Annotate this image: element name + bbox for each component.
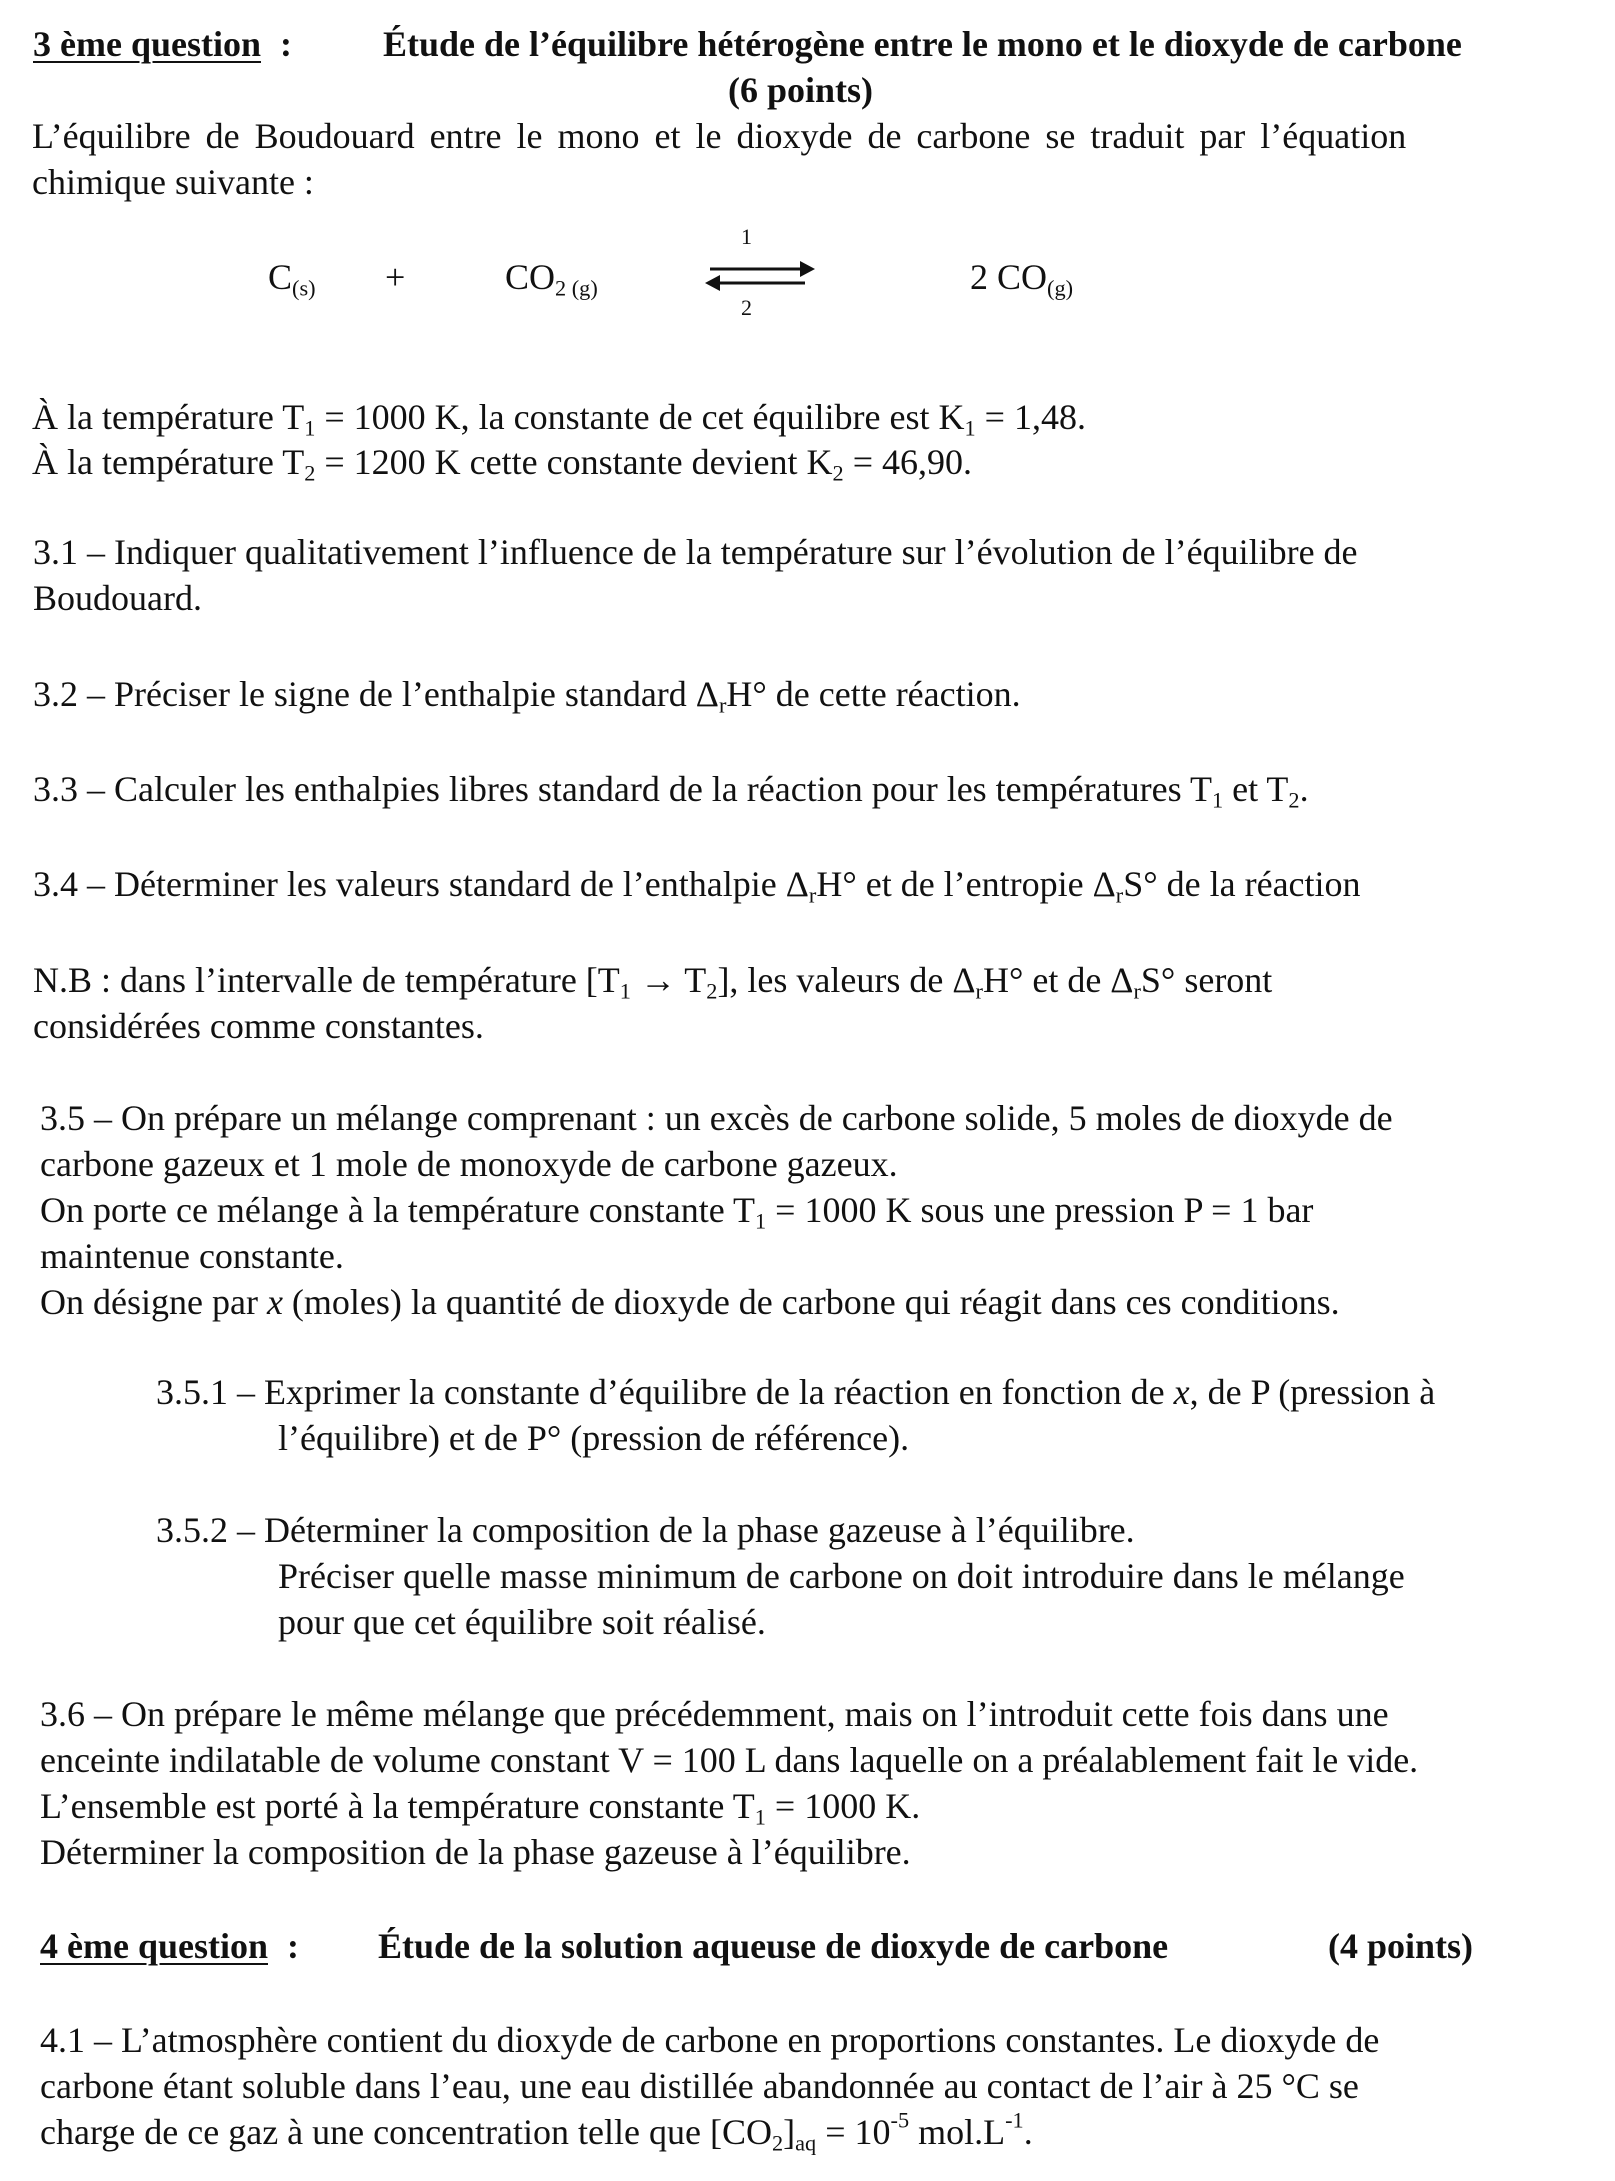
- t2-text-b: = 1200 K cette constante devient K: [315, 442, 833, 482]
- q4-1-exponent: -5: [890, 2107, 910, 2133]
- q3-5-line-1: 3.5 – On prépare un mélange comprenant : un excès de carbone solide, 5 moles de dioxyde de: [40, 1098, 1393, 1138]
- q3-5-line-3: [40, 1188, 1313, 1232]
- t2-text-a: À la température T: [32, 442, 305, 482]
- q3-5-1-text-b: , de P (pression à: [1189, 1372, 1436, 1412]
- eq-plus: +: [385, 257, 406, 297]
- eq-backward-label: 2: [741, 295, 752, 320]
- eq-co2-state: (g): [566, 275, 598, 301]
- k1-sub: 1: [964, 415, 976, 441]
- q3-5-line-3-a: On porte ce mélange à la température constante T: [40, 1190, 756, 1230]
- q3-5-line-5-a: On désigne par: [40, 1282, 267, 1322]
- q3-4-text-b: H° et de l’entropie Δ: [816, 864, 1116, 904]
- equilibrium-arrows-icon: [705, 255, 815, 295]
- q3-3-sub-2: 2: [1288, 787, 1300, 813]
- q4-1-co2-index: 2: [771, 2130, 784, 2156]
- nb-sub-2: 2: [706, 978, 718, 1004]
- k2-sub: 2: [832, 460, 844, 486]
- eq-product-state: (g): [1047, 275, 1074, 301]
- eq-reactant-c-symbol: C: [268, 257, 293, 297]
- nb-sub-3: r: [975, 978, 983, 1004]
- q3-5-variable-x: x: [266, 1282, 283, 1322]
- nb-text-d: H° et de Δ: [982, 960, 1134, 1000]
- q3-6-line-2: enceinte indilatable de volume constant V = 100 L dans laquelle on a préalablement fait le vide.: [40, 1740, 1419, 1780]
- eq-reactant-co2: [505, 255, 598, 299]
- q3-4-sub-1: r: [808, 882, 817, 908]
- t2-sub: 2: [304, 460, 316, 486]
- q4-1-line-3-c: = 10: [816, 2112, 891, 2152]
- q3-5-line-2: carbone gazeux et 1 mole de monoxyde de carbone gazeux.: [40, 1144, 898, 1184]
- q3-2-text-a: 3.2 – Préciser le signe de l’enthalpie standard Δ: [33, 674, 719, 714]
- q3-5-2-line-3: pour que cet équilibre soit réalisé.: [278, 1602, 766, 1642]
- q3-5-line-3-sub: 1: [755, 1208, 767, 1234]
- t1-text-b: = 1000 K, la constante de cet équilibre est K: [315, 397, 965, 437]
- eq-product-symbol: 2 CO: [970, 257, 1048, 297]
- q3-2: [33, 672, 1021, 716]
- q4-title: Étude de la solution aqueuse de dioxyde de carbone: [378, 1926, 1169, 1966]
- q3-6-line-3-b: = 1000 K.: [765, 1786, 921, 1826]
- nb-sub-1: 1: [619, 978, 631, 1004]
- q3-4-sub-2: r: [1115, 882, 1124, 908]
- nb-text-b: → T: [630, 960, 707, 1000]
- q3-5-1-line-2: l’équilibre) et de P° (pression de référence).: [278, 1418, 910, 1458]
- nb-sub-4: r: [1133, 978, 1141, 1004]
- q3-label-text: 3 ème question: [33, 24, 261, 64]
- q3-4-text-a: 3.4 – Déterminer les valeurs standard de l’enthalpie Δ: [33, 864, 809, 904]
- temperature-line-2: [32, 440, 972, 484]
- q3-6-line-3: [40, 1784, 920, 1828]
- q3-5-line-5: [40, 1280, 1340, 1324]
- q3-1-line-1: 3.1 – Indiquer qualitativement l’influence de la température sur l’évolution de l’équilibre de: [33, 532, 1358, 572]
- nb-text-e: S° seront: [1140, 960, 1273, 1000]
- q3-5-line-5-b: (moles) la quantité de dioxyde de carbone qui réagit dans ces conditions.: [282, 1282, 1340, 1322]
- q3-5-2-line-2: Préciser quelle masse minimum de carbone on doit introduire dans le mélange: [278, 1556, 1405, 1596]
- q4-1-line-3-e: .: [1023, 2112, 1033, 2152]
- eq-reactant-c: [268, 255, 316, 299]
- nb-line-2: considérées comme constantes.: [33, 1006, 484, 1046]
- intro-line-1: L’équilibre de Boudouard entre le mono et le dioxyde de carbone se traduit par l’équation: [32, 116, 1407, 156]
- q4-label: [40, 1924, 299, 1968]
- nb-text-a: N.B : dans l’intervalle de température [T: [33, 960, 620, 1000]
- q4-1-unit-exponent: -1: [1005, 2107, 1024, 2133]
- t1-text-c: = 1,48.: [975, 397, 1086, 437]
- q3-label: [33, 22, 292, 66]
- q4-points: (4 points): [1328, 1926, 1474, 1966]
- q3-5-1-line-1: [156, 1370, 1435, 1414]
- q4-label-text: 4 ème question: [40, 1926, 268, 1966]
- q3-6-line-1: 3.6 – On prépare le même mélange que précédemment, mais on l’introduit cette fois dans une: [40, 1694, 1389, 1734]
- q3-5-2-line-1: 3.5.2 – Déterminer la composition de la phase gazeuse à l’équilibre.: [156, 1510, 1135, 1550]
- q3-6-line-4: Déterminer la composition de la phase gazeuse à l’équilibre.: [40, 1832, 911, 1872]
- q3-3-text-b: et T: [1223, 769, 1289, 809]
- q3-1-line-2: Boudouard.: [33, 578, 202, 618]
- intro-line-2: chimique suivante :: [32, 162, 314, 202]
- eq-reactant-c-state: (s): [292, 275, 316, 301]
- q3-3: [33, 767, 1309, 811]
- q4-colon: :: [287, 1926, 299, 1966]
- q3-2-sub: r: [718, 692, 727, 718]
- q3-2-text-b: H° de cette réaction.: [726, 674, 1021, 714]
- q3-4-text-c: S° de la réaction: [1123, 864, 1361, 904]
- q3-3-text-c: .: [1299, 769, 1309, 809]
- q4-1-line-3-a: charge de ce gaz à une concentration telle que [CO: [40, 2112, 772, 2152]
- q4-1-line-2: carbone étant soluble dans l’eau, une eau distillée abandonnée au contact de l’air à 25 °C se: [40, 2066, 1359, 2106]
- eq-forward-label: 1: [741, 224, 752, 249]
- q3-5-1-variable-x: x: [1173, 1372, 1190, 1412]
- q3-title: Étude de l’équilibre hétérogène entre le mono et le dioxyde de carbone: [383, 24, 1462, 64]
- q3-6-line-3-a: L’ensemble est porté à la température constante T: [40, 1786, 755, 1826]
- t1-sub: 1: [304, 415, 316, 441]
- q3-6-line-3-sub: 1: [754, 1804, 766, 1830]
- q3-5-1-text-a: 3.5.1 – Exprimer la constante d’équilibre de la réaction en fonction de: [156, 1372, 1174, 1412]
- t2-text-c: = 46,90.: [843, 442, 972, 482]
- eq-co2-index: 2: [555, 275, 567, 301]
- q3-5-line-4: maintenue constante.: [40, 1236, 344, 1276]
- q4-1-line-1: 4.1 – L’atmosphère contient du dioxyde de carbone en proportions constantes. Le dioxyde de: [40, 2020, 1380, 2060]
- t1-text-a: À la température T: [32, 397, 305, 437]
- nb-text-c: ], les valeurs de Δ: [717, 960, 976, 1000]
- q3-3-sub-1: 1: [1211, 787, 1224, 813]
- q3-3-text-a: 3.3 – Calculer les enthalpies libres standard de la réaction pour les températures T: [33, 769, 1212, 809]
- q3-4: [33, 862, 1361, 906]
- q4-1-line-3-b: ]: [783, 2112, 796, 2152]
- eq-co2-symbol: CO: [505, 257, 556, 297]
- q3-colon: :: [280, 24, 292, 64]
- q4-1-aq-sub: aq: [795, 2130, 817, 2156]
- temperature-line-1: [32, 395, 1086, 439]
- eq-product: [970, 255, 1073, 299]
- nb-line-1: [33, 958, 1272, 1002]
- q4-1-line-3-d: mol.L: [909, 2112, 1006, 2152]
- q4-1-line-3: [40, 2107, 1033, 2156]
- q3-5-line-3-b: = 1000 K sous une pression P = 1 bar: [766, 1190, 1314, 1230]
- q3-points: (6 points): [728, 70, 874, 110]
